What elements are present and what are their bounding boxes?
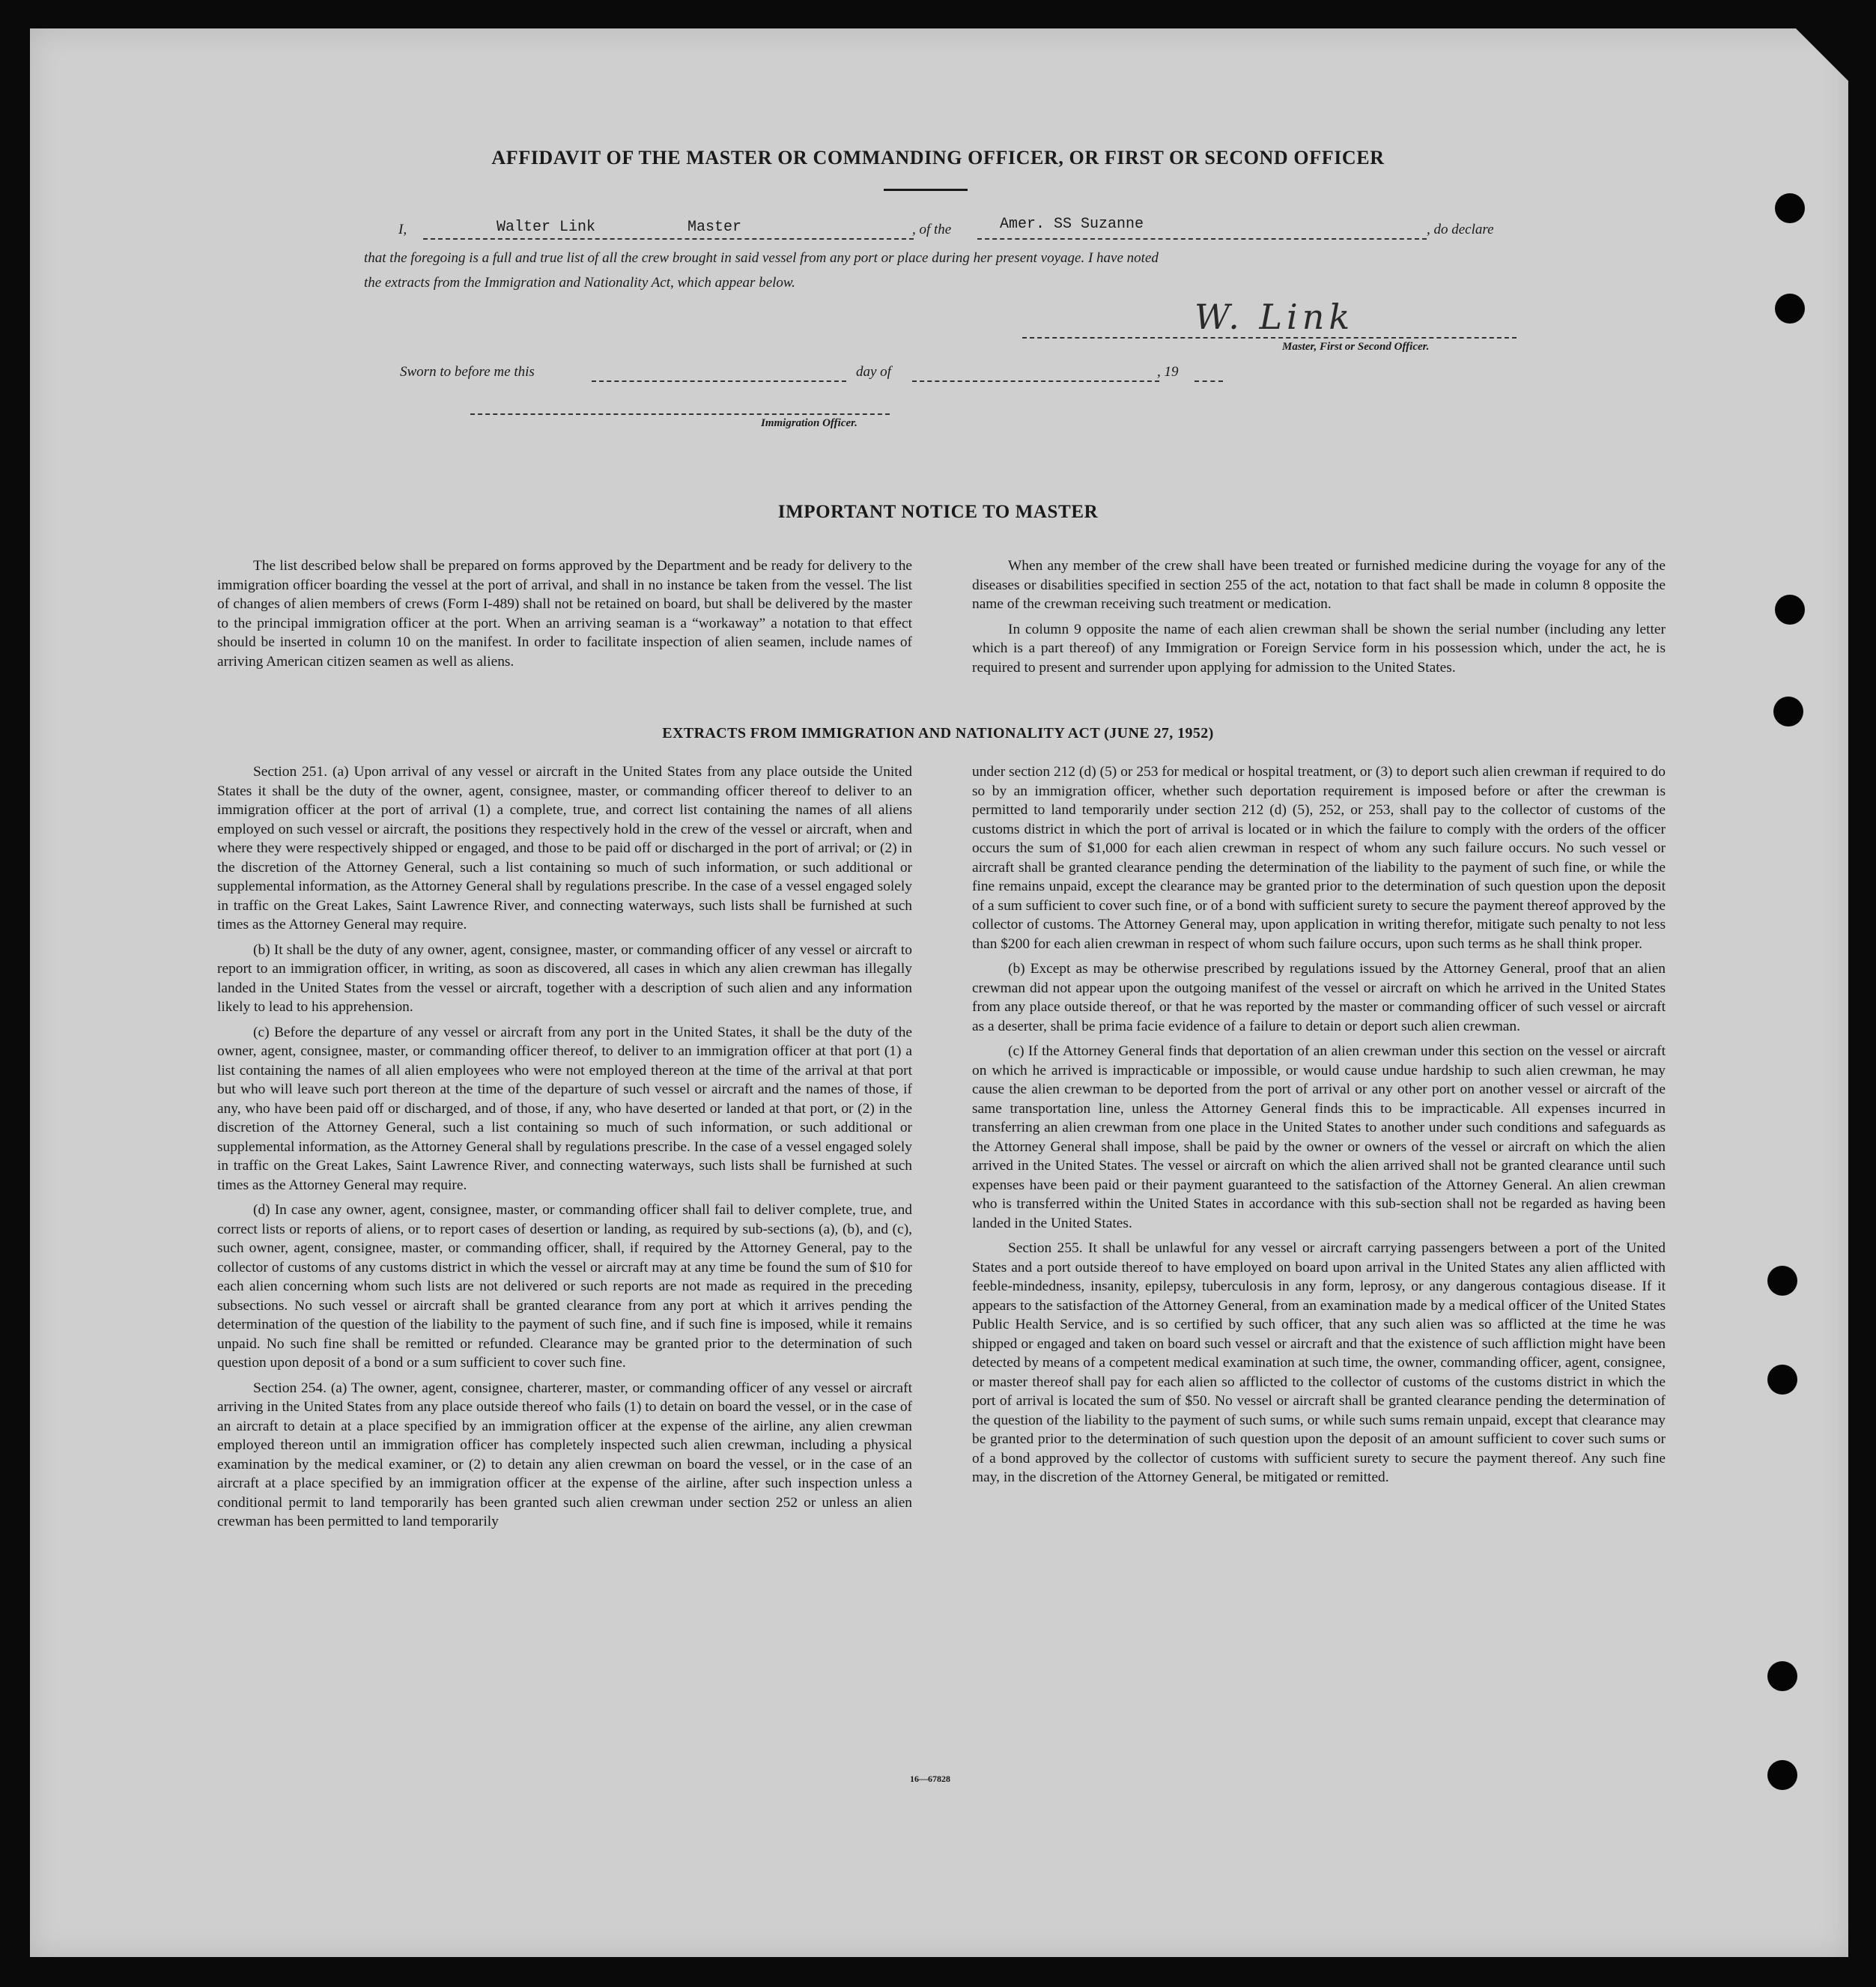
notice-left-paragraph: The list described below shall be prepared on forms approved by the Department and be ready for delivery to the immigration officer boarding the vessel at the port of arrival, and shall in no instance be taken from the vessel. The list of changes of alien members of crews (Form I-489) shall not be retained on board, but shall be delivered by the master to the principal immigration officer at the port. When an arriving seaman is a “workaway” a notation to that effect should be inserted in column 10 on the manifest. In order to facilitate inspection of alien seamen, include names of arriving American citizen seamen as well as aliens. <box>217 558 912 670</box>
section-251-d: (d) In case any owner, agent, consignee, master, or commanding officer shall fail to deliver complete, true, and correct lists or reports of aliens, or to report cases of desertion or landing, as required by sub-sections (a), (b), and (c), such owner, agent, consignee, master, or commanding officer, shall, if required by the Attorney General, pay to the collector of customs of any customs district in which the vessel or aircraft may at any time be found the sum of $10 for each alien concerning whom such lists are not delivered or such reports are not made as required in the preceding subsections. No such vessel or aircraft shall be granted clearance from any port at which it arrives pending the determination of the question of the liability to the payment of such fine, and if such fine is imposed, while it remains unpaid. No such fine shall be remitted or refunded. Clearance may be granted prior to the determination of such question upon deposit of a bond or a sum sufficient to cover such fine. <box>217 1202 912 1371</box>
officer-signature-line <box>470 413 890 415</box>
section-254-c: (c) If the Attorney General finds that deportation of an alien crewman under this section on the vessel or aircraft on which he arrived is impracticable or impossible, or would cause undue hardship to such alien crewman, he may cause the alien crewman to be deported from the port of arrival or any other port on another vessel or aircraft of the same transportation line, unless the Attorney General finds this to be impracticable. All expenses incurred in transferring an alien crewman from one place in the United States to another under such conditions and safeguards as the Attorney General shall impose, shall be paid by the owner or owners of the vessel or aircraft on which the alien arrived in the United States. The vessel or aircraft on which the alien arrived shall not be granted clearance until such expenses have been paid or their payment guaranteed to the satisfaction of the Attorney General. An alien crewman who is transferred within the United States in accordance with this sub-section shall not be regarded as having been landed in the United States. <box>972 1043 1666 1231</box>
extracts-title: EXTRACTS FROM IMMIGRATION AND NATIONALITY ACT (JUNE 27, 1952) <box>662 725 1214 741</box>
title-rule <box>884 189 968 191</box>
notice-right-paragraph-1: When any member of the crew shall have been treated or furnished medicine during the voyage for any of the diseases or disabilities specified in section 255 of the act, notation to that fact shall be made in column 8 opposite the name of the crewman receiving such treatment or medication. <box>972 558 1666 612</box>
vessel-line <box>977 238 1427 240</box>
year-label: , 19 <box>1157 364 1179 380</box>
section-255: Section 255. It shall be unlawful for any vessel or aircraft carrying passengers between a port of the United States and a port outside thereof to have employed on board upon arrival in the United States any alien afflicted with feeble-mindedness, insanity, epilepsy, tuberculosis in any form, leprosy, or any dangerous contagious disease. If it appears to the satisfaction of the Attorney General, from an examination made by a medical officer of the United States Public Health Service, and is so certified by such officer, that any such alien was so afflicted at the time he was shipped or engaged and taken on board such vessel or aircraft and that the existence of such affliction might have been detected by means of a competent medical examination at such time, the owner, commanding officer, agent, consignee, or master thereof shall pay for each alien so afflicted to the collector of customs of the customs district in which the port of arrival is located the sum of $50. No vessel or aircraft shall be granted clearance pending the determination of the question of the liability to the payment of such sums, or while such sums remain unpaid, except that clearance may be granted prior to the determination of such question upon the deposit of an amount sufficient to cover such sums or of a bond approved by the collector of customs with sufficient surety to secure the payment thereof. Any such fine may, in the discretion of the Attorney General, be mitigated or remitted. <box>972 1240 1666 1485</box>
section-254-a: Section 254. (a) The owner, agent, consignee, charterer, master, or commanding officer of any vessel or aircraft arriving in the United States from any place outside thereof who fails (1) to detain on board the vessel, or in the case of an aircraft to detain at a place specified by an immigration officer at the expense of the airline, any alien crewman employed thereon until an immigration officer has completely inspected such alien crewman, including a physical examination by the medical examiner, or (2) to detain any alien crewman on board the vessel, or in the case of an aircraft at a place specified by an immigration officer at the expense of the airline, after such inspection unless a conditional permit to land temporarily has been granted such alien crewman under section 252 or unless an alien crewman has been permitted to land temporarily <box>217 1380 912 1529</box>
section-251-b: (b) It shall be the duty of any owner, agent, consignee, master, or commanding officer of any vessel or aircraft to report to an immigration officer, in writing, as soon as discovered, all cases in which any alien crewman has illegally landed in the United States from the vessel or aircraft, together with a description of such alien and any information likely to lead to his apprehension. <box>217 941 912 1015</box>
punch-hole <box>1773 697 1803 726</box>
notice-right-column <box>972 556 1666 683</box>
signature-caption: Master, First or Second Officer. <box>1282 341 1430 353</box>
punch-hole <box>1767 1661 1797 1691</box>
punch-hole <box>1775 193 1805 223</box>
vessel-name-typed: Amer. SS Suzanne <box>1000 216 1144 233</box>
folded-corner <box>1796 28 1848 81</box>
name-rank-line <box>423 238 914 240</box>
punch-hole <box>1775 294 1805 324</box>
extracts-left-column <box>217 762 912 1538</box>
affidavit-text-line-1: that the foregoing is a full and true list of all the crew brought in said vessel from any port or place during her present voyage. I have noted <box>364 250 1159 266</box>
of-the-label: , of the <box>912 222 952 237</box>
sworn-label: Sworn to before me this <box>400 364 535 380</box>
section-251-a: Section 251. (a) Upon arrival of any vessel or aircraft in the United States from any place outside the United States it shall be the duty of the owner, agent, consignee, master, or commanding officer thereof to deliver to an immigration officer at the port of arrival (1) a complete, true, and correct list containing the names of all aliens employed on such vessel or aircraft, the positions they respectively hold in the crew of the vessel or aircraft, when and where they were respectively shipped or engaged, and those to be paid off or discharged in the port of arrival; or (2) in the discretion of the Attorney General, such a list containing so much of such information, or such additional or supplemental information, as the Attorney General shall by regulations prescribe. In the case of a vessel engaged solely in traffic on the Great Lakes, Saint Lawrence River, and connecting waterways, such lists shall be furnished at such times as the Attorney General may require. <box>217 764 912 932</box>
punch-hole <box>1767 1760 1797 1790</box>
do-declare-label: , do declare <box>1427 222 1494 237</box>
master-rank-typed: Master <box>687 219 742 236</box>
notice-right-paragraph-2: In column 9 opposite the name of each alien crewman shall be shown the serial number (including any letter which is a part thereof) of any Immigration or Foreign Service form in his possession which, under the act, he is required to present and surrender upon applying for admission to the United States. <box>972 621 1666 676</box>
extracts-right-column <box>972 762 1666 1493</box>
affidavit-title: AFFIDAVIT OF THE MASTER OR COMMANDING OFFICER, OR FIRST OR SECOND OFFICER <box>491 147 1385 169</box>
sworn-month-line <box>912 380 1159 382</box>
day-of-label: day of <box>856 364 891 380</box>
master-name-typed: Walter Link <box>497 219 596 236</box>
punch-hole <box>1775 595 1805 625</box>
affidavit-i-label: I, <box>398 222 407 237</box>
section-254-b: (b) Except as may be otherwise prescribed by regulations issued by the Attorney General, proof that an alien crewman did not appear upon the outgoing manifest of the vessel or aircraft on which he arrived in the United States from any place outside thereof, or that he was reported by the master or commanding officer of such vessel or aircraft as a deserter, shall be prima facie evidence of a failure to detain or deport such alien crewman. <box>972 961 1666 1034</box>
punch-hole <box>1767 1365 1797 1395</box>
notice-left-column <box>217 556 912 677</box>
sworn-year-line <box>1194 380 1223 382</box>
section-254-a-continued: under section 212 (d) (5) or 253 for medical or hospital treatment, or (3) to deport such alien crewman if required to do so by an immigration officer, whether such deportation requirement is imposed before or after the crewman is permitted to land temporarily under section 212 (d) (5), 252, or 253, shall pay to the collector of customs of the customs district in which the port of arrival is located or in which the failure to comply with the orders of the officer occurs the sum of $1,000 for each alien crewman in respect of whom any such failure occurs. No such vessel or aircraft shall be granted clearance pending the determination of the liability to the payment of such fine, or while the fine remains unpaid, except the clearance may be granted prior to the determination of such question upon the deposit of a sum sufficient to cover such fine, or of a bond with sufficient surety to secure the payment thereof approved by the collector of customs. The Attorney General may, upon application in writing therefor, mitigate such penalty to not less than $200 for each alien crewman in respect of whom such failure occurs, upon such terms as he shall think proper. <box>972 764 1666 952</box>
sworn-day-line <box>592 380 846 382</box>
notice-title: IMPORTANT NOTICE TO MASTER <box>777 502 1099 522</box>
affidavit-text-line-2: the extracts from the Immigration and Nationality Act, which appear below. <box>364 275 795 291</box>
form-code-footer: 16—67828 <box>910 1774 950 1784</box>
immigration-officer-caption: Immigration Officer. <box>761 417 857 429</box>
master-signature: W. Link <box>1194 297 1355 337</box>
section-251-c: (c) Before the departure of any vessel or aircraft from any port in the United States, it shall be the duty of the owner, agent, consignee, master, or commanding officer thereof, to deliver to an immigration officer at that port (1) a list containing the names of all alien employees who were not employed thereon at the time of the arrival at that port but who will leave such port thereon at the time of the departure of such vessel or aircraft and the names of those, if any, who have been paid off or discharged, and of those, if any, who have deserted or landed at that port, or (2) in the discretion of the Attorney General, such a list containing so much of such information, or such additional or supplemental information, as the Attorney General shall by regulations prescribe. In the case of a vessel engaged solely in traffic on the Great Lakes, Saint Lawrence River, and connecting waterways, such lists shall be furnished at such times as the Attorney General may require. <box>217 1024 912 1193</box>
punch-hole <box>1767 1266 1797 1296</box>
signature-line <box>1022 337 1517 339</box>
